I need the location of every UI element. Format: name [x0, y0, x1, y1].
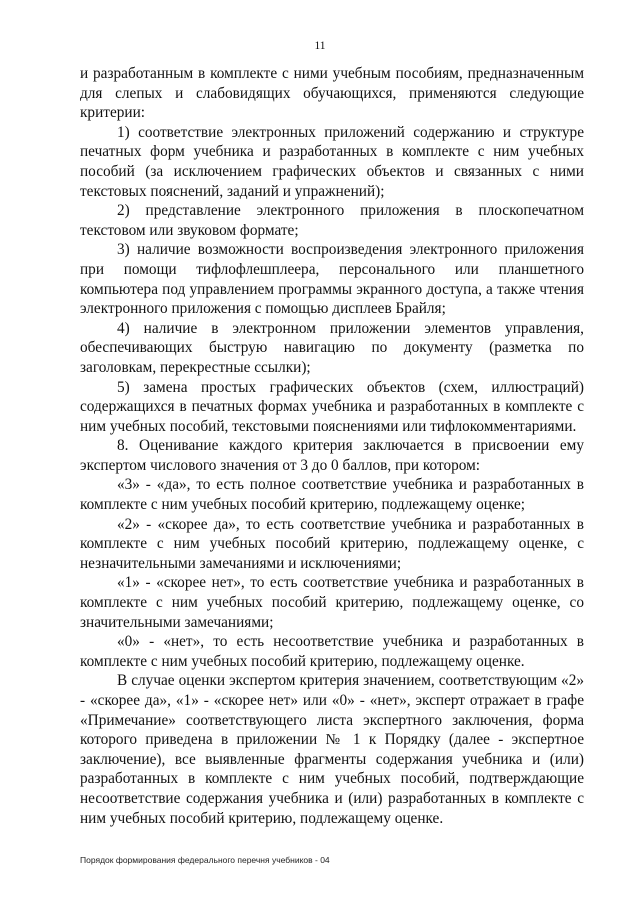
page-number: 11: [314, 40, 326, 52]
section-8-paragraph: 8. Оценивание каждого критерия заключается в присвоении ему экспертом числового значения от 3 до 0 баллов, при котором:: [80, 437, 584, 474]
criterion-1: 1) соответствие электронных приложений содержанию и структуре печатных форм учебника и разработанных в комплекте с ним учебных пособий (за исключением графических объектов и связанных с ними текстовых пояснений, заданий и упражнений);: [80, 123, 584, 200]
score-0-definition: «0» - «нет», то есть несоответствие учебника и разработанных в комплекте с ним учебных пособий критерию, подлежащему оценке.: [80, 633, 584, 670]
criterion-3: 3) наличие возможности воспроизведения электронного приложения при помощи тифлофлешплеера, персонального или планшетного компьютера под управлением программы экранного доступа, а также чтения электронного приложения с помощью дисплеев Брайля;: [80, 241, 584, 318]
document-body: [80, 64, 584, 828]
paragraph-continuation: и разработанным в комплекте с ними учебным пособиям, предназначенным для слепых и слабовидящих обучающихся, применяются следующие критерии:: [80, 65, 584, 122]
criterion-5: 5) замена простых графических объектов (схем, иллюстраций) содержащихся в печатных формах учебника и разработанных в комплекте с ним учебных пособий, текстовыми пояснениями или тифлокомментариями.: [80, 378, 584, 435]
criterion-4: 4) наличие в электронном приложении элементов управления, обеспечивающих быструю навигацию по документу (разметка по заголовкам, перекрестные ссылки);: [80, 319, 584, 376]
footer-note: Порядок формирования федерального перечня учебников - 04: [80, 855, 330, 865]
score-2-definition: «2» - «скорее да», то есть соответствие учебника и разработанных в комплекте с ним учебных пособий критерию, подлежащему оценке, с незначительными замечаниями и исключениями;: [80, 515, 584, 572]
score-3-definition: «3» - «да», то есть полное соответствие учебника и разработанных в комплекте с ним учебных пособий критерию, подлежащему оценке;: [80, 476, 584, 514]
score-1-definition: «1» - «скорее нет», то есть соответствие учебника и разработанных в комплекте с ним учебных пособий критерию, подлежащему оценке, со значительными замечаниями;: [80, 574, 584, 631]
criterion-2: 2) представление электронного приложения в плоскопечатном текстовом или звуковом формате;: [80, 202, 584, 239]
expert-remarks-paragraph: В случае оценки экспертом критерия значением, соответствующим «2» - «скорее да», «1» - «скорее нет» или «0» - «нет», эксперт отражает в графе «Примечание» соответствующего листа экспертного заключения, форма которого приведена в приложении № 1 к Порядку (далее - экспертное заключение), все выявленные фрагменты содержания учебника и (или) разработанных в комплекте с ним учебных пособий, подтверждающие несоответствие содержания учебника и (или) разработанных в комплекте с ним учебных пособий критерию, подлежащему оценке.: [80, 672, 584, 827]
